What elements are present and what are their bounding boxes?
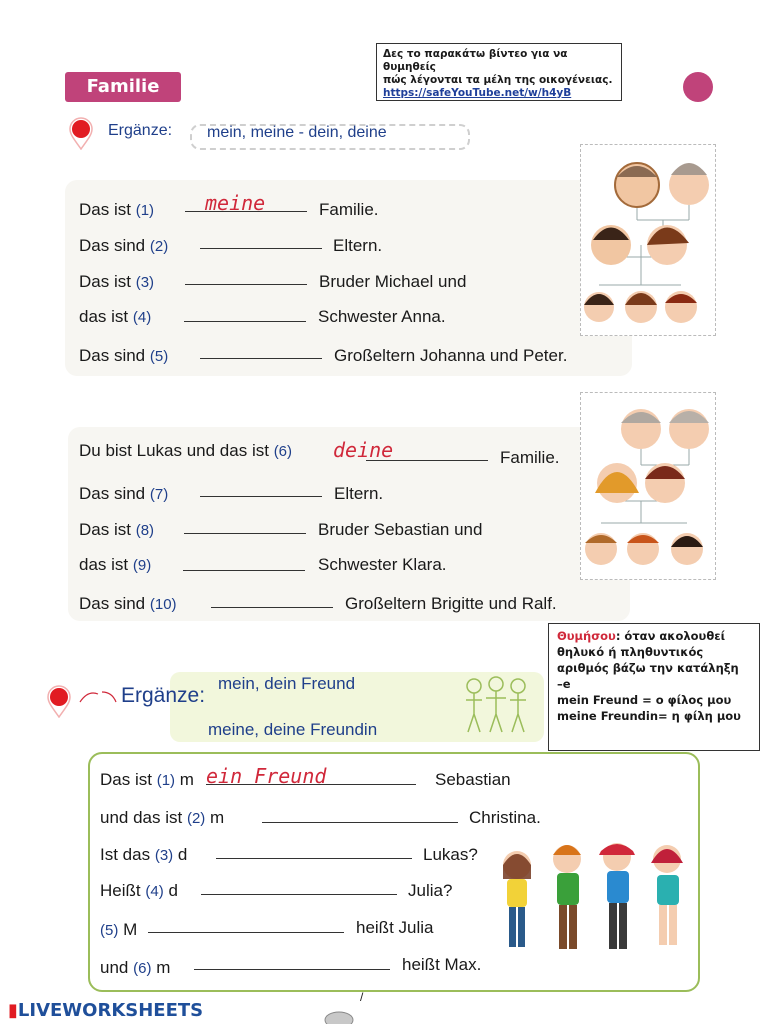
reminder-text: αριθμός βάζω την κατάληξη	[557, 661, 739, 675]
video-link[interactable]: https://safeYouTube.net/w/h4yB	[383, 87, 572, 99]
row-suffix-8: Bruder Sebastian und	[318, 520, 483, 539]
row-text: Das sind	[79, 346, 146, 365]
exercise-c-row-4	[100, 881, 178, 901]
liveworksheets-logo	[8, 1000, 203, 1021]
reminder-text: –e	[557, 677, 571, 691]
row-text: Das sind	[79, 594, 146, 613]
video-info-box	[376, 43, 622, 101]
answer-blank-7[interactable]	[200, 496, 322, 497]
row-suffix-1: Familie.	[319, 200, 379, 219]
row-text: das ist	[79, 555, 129, 574]
worksheet-title: Familie	[65, 72, 181, 102]
exercise-b-row-7	[79, 484, 168, 504]
item-number: (6)	[273, 443, 293, 460]
location-pin-icon	[46, 684, 72, 718]
item-number: (10)	[149, 596, 177, 613]
row-suffix-c2: Christina.	[469, 808, 541, 827]
exercise-a-row-4	[79, 307, 151, 327]
exercise-c-row-5	[100, 920, 137, 940]
row-text: Du bist Lukas und das ist	[79, 441, 269, 460]
item-number: (2)	[149, 238, 169, 255]
item-number: (3)	[135, 274, 155, 291]
word-options: mein, meine - dein, deine	[207, 124, 387, 141]
answer-blank-c4[interactable]	[201, 894, 397, 895]
item-number: (1)	[135, 202, 155, 219]
brand-name: LIVEWORKSHEETS	[17, 1000, 204, 1021]
exercise-a-row-5	[79, 346, 168, 366]
item-number: (6)	[133, 960, 152, 977]
answer-blank-5[interactable]	[200, 358, 322, 359]
instruction-label-2: Ergänze:	[121, 684, 206, 707]
item-number: (2)	[186, 810, 206, 827]
row-suffix-4: Schwester Anna.	[318, 307, 446, 326]
family-tree-illustration-a	[580, 144, 716, 336]
exercise-b-row-8	[79, 520, 154, 540]
row-suffix-3: Bruder Michael und	[319, 272, 467, 291]
word-start: m	[179, 770, 194, 789]
exercise-b-row-9	[79, 555, 151, 575]
row-suffix-c5: heißt Julia	[356, 918, 434, 937]
reminder-example: mein Freund = ο φίλος μου	[557, 693, 732, 707]
handwritten-answer-6: deine	[333, 438, 394, 462]
row-text: Das sind	[79, 484, 146, 503]
friends-sketch-icon	[460, 674, 532, 736]
row-suffix-6: Familie.	[500, 448, 560, 467]
decorative-dot	[683, 72, 713, 102]
answer-blank-8[interactable]	[184, 533, 306, 534]
row-text: Heißt	[100, 881, 141, 900]
row-suffix-2: Eltern.	[333, 236, 383, 255]
row-suffix-c1: Sebastian	[435, 770, 511, 789]
answer-blank-c2[interactable]	[262, 822, 458, 823]
row-text: und	[100, 958, 129, 977]
page-mark: /	[360, 990, 364, 1004]
answer-blank-3[interactable]	[185, 284, 307, 285]
row-suffix-10: Großeltern Brigitte und Ralf.	[345, 594, 557, 613]
row-suffix-5: Großeltern Johanna und Peter.	[334, 346, 568, 365]
children-illustration	[495, 835, 695, 955]
row-suffix-7: Eltern.	[334, 484, 384, 503]
row-suffix-c6: heißt Max.	[402, 955, 482, 974]
exercise-b-row-10	[79, 594, 177, 614]
word-start: M	[123, 920, 138, 939]
answer-blank-10[interactable]	[211, 607, 333, 608]
reminder-text: : όταν ακολουθεί	[615, 629, 726, 643]
word-option-2: meine, deine Freundin	[208, 720, 378, 739]
word-start: m	[156, 958, 171, 977]
row-text: Ist das	[100, 845, 151, 864]
info-text-line2: πώς λέγονται τα μέλη της οικογένειας.	[383, 74, 613, 86]
exercise-c-row-1	[100, 770, 194, 790]
word-start: d	[177, 845, 188, 864]
item-number: (7)	[149, 486, 169, 503]
item-number: (1)	[156, 772, 176, 789]
family-tree-illustration-b	[580, 392, 716, 580]
exercise-a-row-3	[79, 272, 154, 292]
row-text: Das ist	[79, 272, 131, 291]
exercise-a-row-1	[79, 200, 154, 220]
handwritten-answer-1: meine	[205, 191, 266, 215]
item-number: (5)	[149, 348, 169, 365]
answer-blank-c3[interactable]	[216, 858, 412, 859]
answer-blank-c6[interactable]	[194, 969, 390, 970]
item-number: (4)	[132, 309, 152, 326]
row-text: Das sind	[79, 236, 146, 255]
row-text: Das ist	[79, 200, 131, 219]
answer-blank-2[interactable]	[200, 248, 322, 249]
family-tree-icon	[581, 393, 715, 579]
row-suffix-c3: Lukas?	[423, 845, 478, 864]
exercise-b-row-6	[79, 441, 292, 461]
family-tree-icon	[581, 145, 715, 335]
item-number: (8)	[135, 522, 155, 539]
answer-blank-4[interactable]	[184, 321, 306, 322]
row-text: Das ist	[100, 770, 152, 789]
reminder-example: meine Freundin= η φίλη μου	[557, 709, 741, 723]
row-text: und das ist	[100, 808, 183, 827]
handwritten-answer-c1: ein Freund	[206, 764, 327, 788]
exercise-c-row-3	[100, 845, 187, 865]
exercise-c-row-2	[100, 808, 224, 828]
answer-blank-9[interactable]	[183, 570, 305, 571]
exercise-a-row-2	[79, 236, 168, 256]
reminder-label: Θυμήσου	[557, 629, 616, 643]
location-pin-icon	[68, 116, 94, 150]
word-start: m	[210, 808, 225, 827]
logo-mark-icon: ▮	[8, 1000, 18, 1021]
row-suffix-9: Schwester Klara.	[318, 555, 447, 574]
item-number: (9)	[132, 557, 152, 574]
word-option-1: mein, dein Freund	[218, 674, 356, 693]
reminder-text: θηλυκό ή πληθυντικός	[557, 645, 704, 659]
mascot-icon	[322, 1010, 356, 1024]
row-text: Das ist	[79, 520, 131, 539]
item-number: (3)	[154, 847, 174, 864]
word-start: d	[168, 881, 178, 900]
row-suffix-c4: Julia?	[408, 881, 453, 900]
row-text: das ist	[79, 307, 129, 326]
decorative-arcs-icon	[78, 688, 118, 704]
grammar-reminder-box	[548, 623, 760, 751]
answer-blank-c5[interactable]	[148, 932, 344, 933]
item-number: (4)	[145, 883, 164, 900]
exercise-c-row-6	[100, 958, 170, 978]
item-number: (5)	[100, 922, 119, 939]
instruction-label: Ergänze:	[108, 122, 173, 139]
info-text-line1: Δες το παρακάτω βίντεο για να θυμηθείς	[383, 48, 568, 73]
